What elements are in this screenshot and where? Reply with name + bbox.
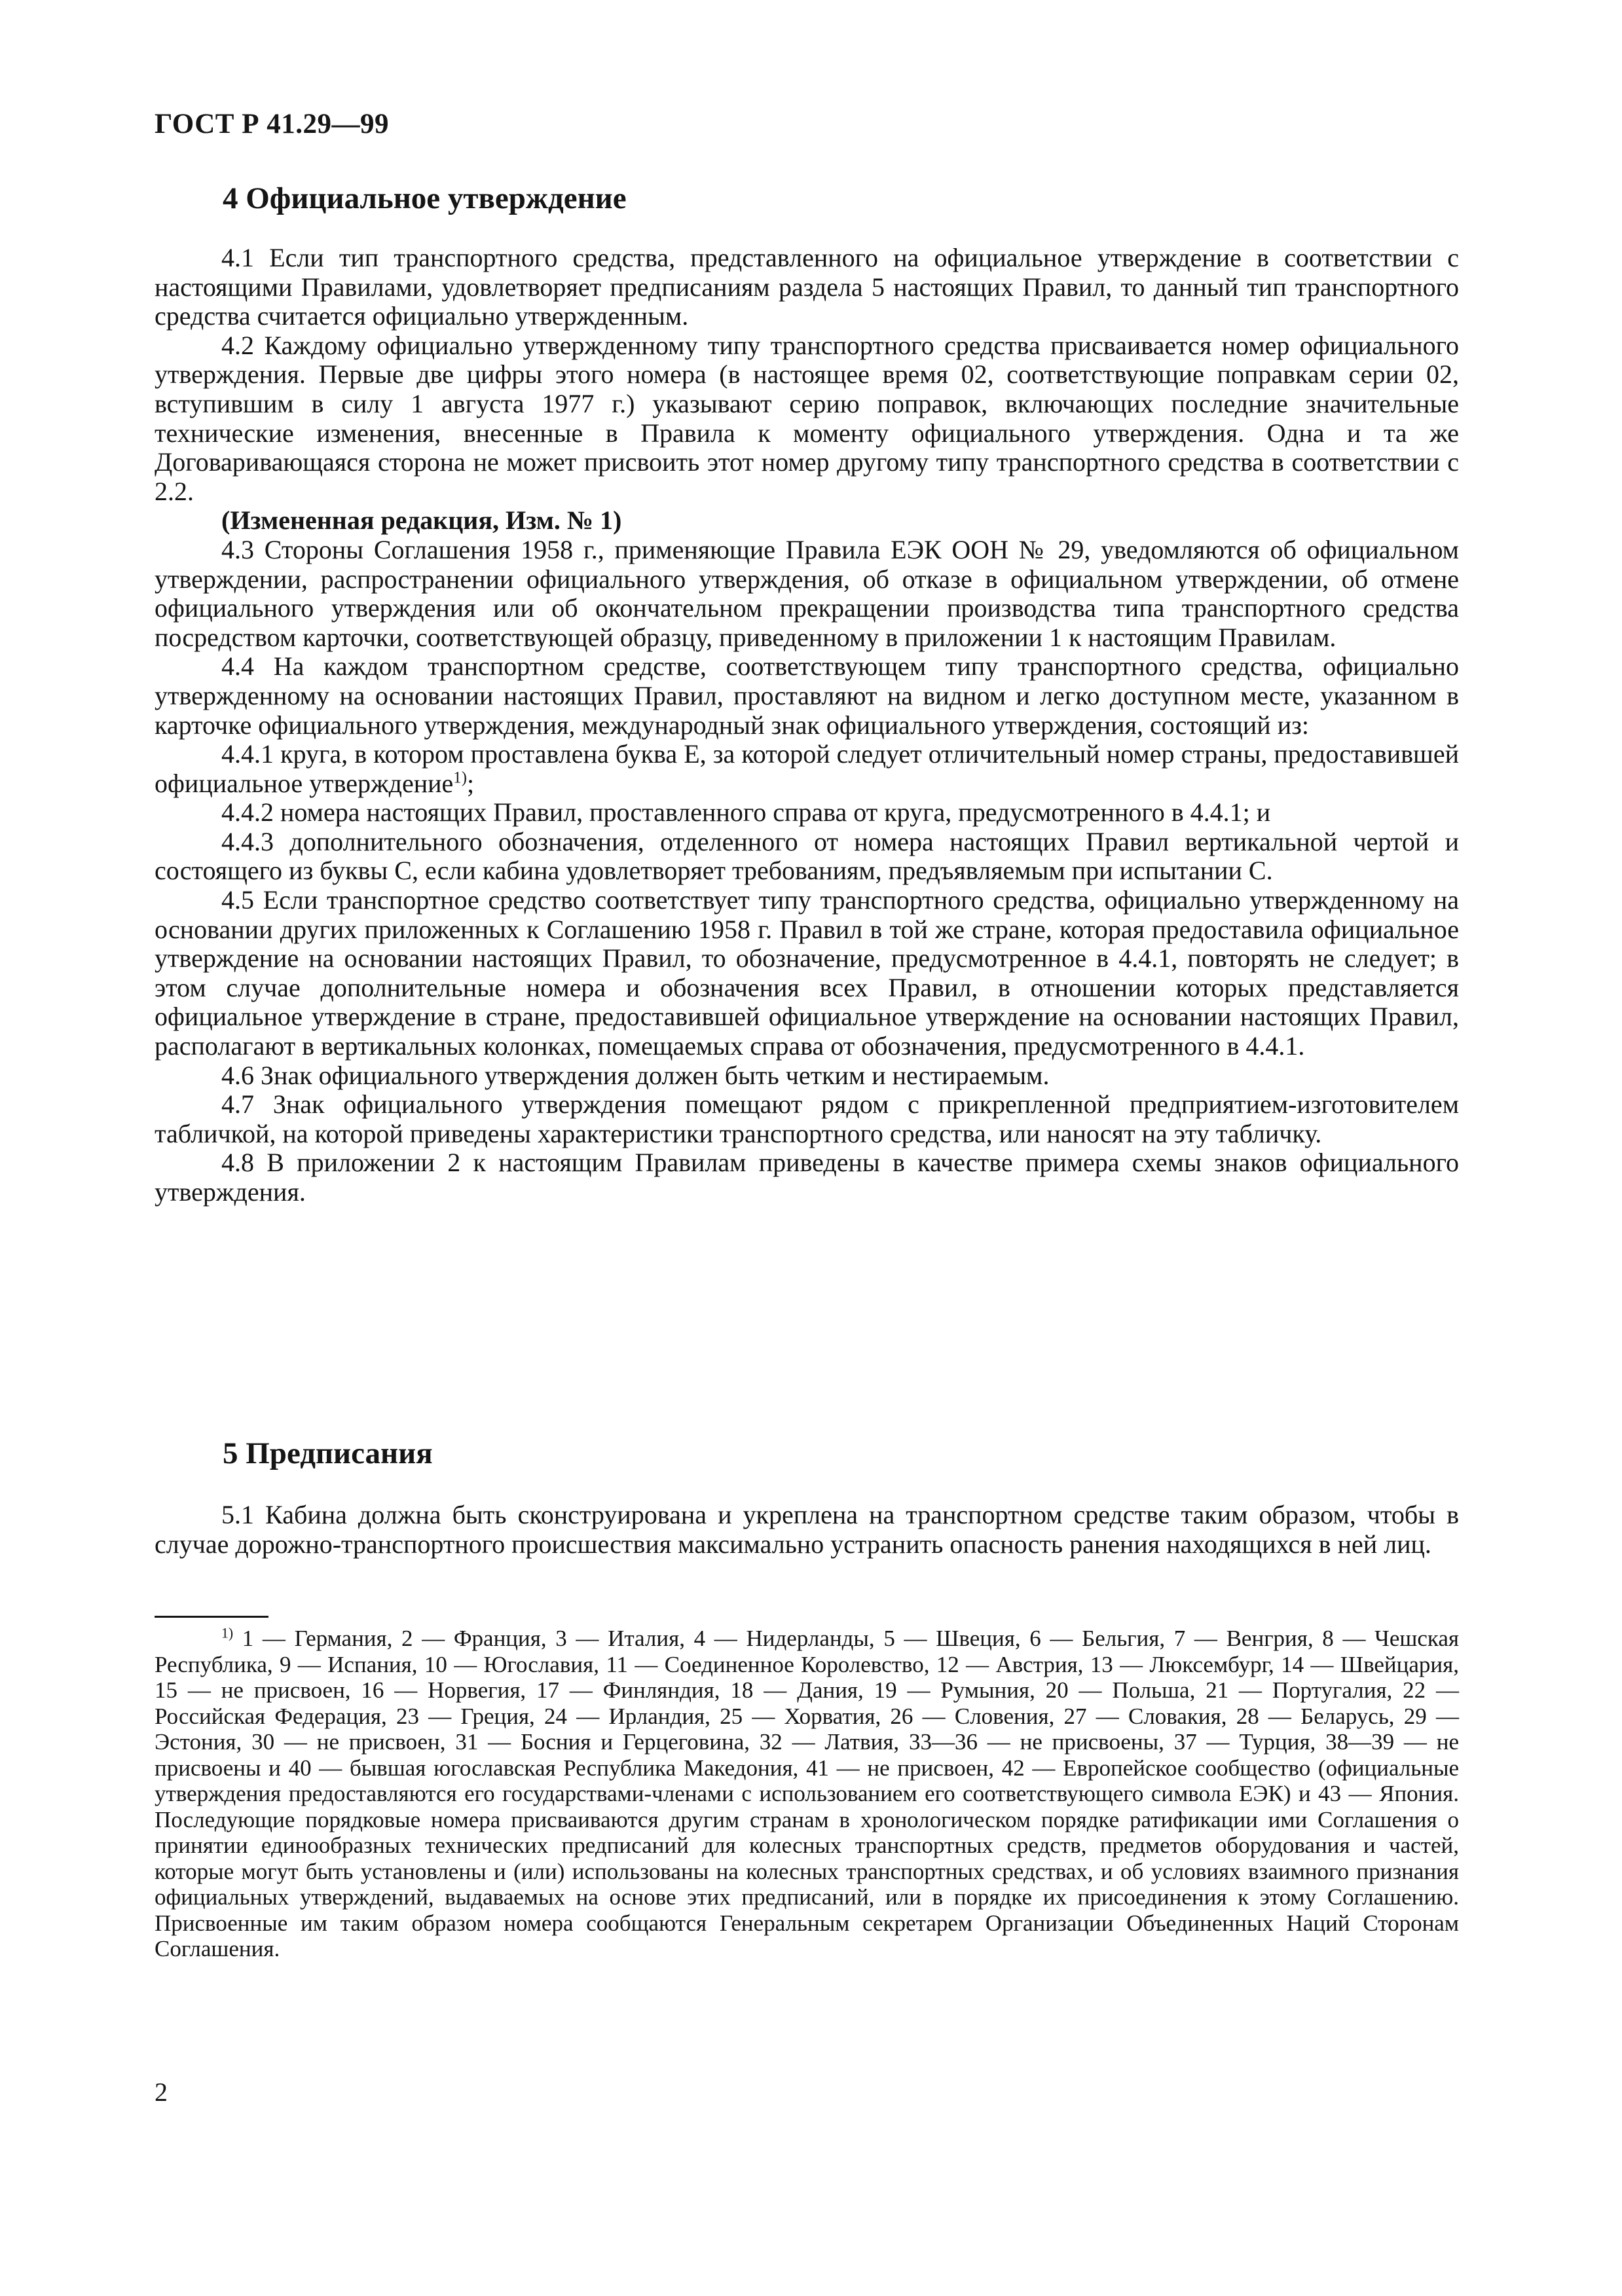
paragraph-5-1: 5.1 Кабина должна быть сконструирована и укреплена на транспортном средстве таким образом, чтобы в случае дорожно-транспортного происшествия максимально устранить опасность ранения находящихся в ней лиц. (155, 1500, 1459, 1559)
footnote-reference-tail: ; (466, 768, 475, 798)
footnote-text: 1 — Германия, 2 — Франция, 3 — Италия, 4 — Нидерланды, 5 — Швеция, 6 — Бельгия, 7 — Венгрия, 8 — Чешская Республика, 9 — Испания, 10 — Югославия, 11 — Соединенное Королевство, 12 — Австрия, 13 — Люксембург, 14 — Швейцария, 15 — не присвоен, 16 — Норвегия, 17 — Финляндия, 18 — Дания, 19 — Румыния, 20 — Польша, 21 — Португалия, 22 — Российская Федерация, 23 — Греция, 24 — Ирландия, 25 — Хорватия, 26 — Словения, 27 — Словакия, 28 — Беларусь, 29 — Эстония, 30 — не присвоен, 31 — Босния и Герцеговина, 32 — Латвия, 33—36 — не присвоены, 37 — Турция, 38—39 — не присвоены и 40 — бывшая югославская Республика Македония, 41 — не присвоен, 42 — Европейское сообщество (официальные утверждения предоставляются его государствами-членами с использованием его соответствующего символа ЕЭК) и 43 — Япония. Последующие порядковые номера присваиваются другим странам в хронологическом порядке ратификации ими Соглашения о принятии единообразных технических предписаний для колесных транспортных средств, предметов оборудования и частей, которые могут быть установлены и (или) использованы на колесных транспортных средствах, и об условиях взаимного признания официальных утверждений, выдаваемых на основе этих предписаний, или в порядке их присоединения к этому Соглашению. Присвоенные им таким образом номера сообщаются Генеральным секретарем Организации Объединенных Наций Сторонам Соглашения. (155, 1626, 1459, 1961)
amendment-note: (Измененная редакция, Изм. № 1) (221, 505, 622, 536)
paragraph-4-5: 4.5 Если транспортное средство соответствует типу транспортного средства, официально утвержденному на основании других приложенных к Соглашению 1958 г. Правил в той же стране, которая предоставила официальное утверждение на основании настоящих Правил, то обозначение, предусмотренное в 4.4.1, повторять не следует; в этом случае дополнительные номера и обозначения всех Правил, в отношении которых представляется официальное утверждение в стране, предоставившей официальное утверждение на основании настоящих Правил, располагают в вертикальных колонках, помещаемых справа от обозначения, предусмотренного в 4.4.1. (155, 885, 1459, 1061)
paragraph-4-4-2: 4.4.2 номера настоящих Правил, проставленного справа от круга, предусмотренного в 4.4.1; и (221, 797, 1271, 828)
paragraph-4-4-3: 4.4.3 дополнительного обозначения, отделенного от номера настоящих Правил вертикальной чертой и состоящего из буквы С, если кабина удовлетворяет требованиям, предъявляемым при испытании С. (155, 826, 1459, 886)
paragraph-4-4: 4.4 На каждом транспортном средстве, соответствующем типу транспортного средства, официально утвержденному на основании настоящих Правил, проставляют на видном и легко доступном месте, указанном в карточке официального утверждения, международный знак официального утверждения, состоящий из: (155, 651, 1459, 740)
paragraph-4-3: 4.3 Стороны Соглашения 1958 г., применяющие Правила ЕЭК ООН № 29, уведомляются об официальном утверждении, распространении официального утверждения, об отказе в официальном утверждении, об отмене официального утверждения или об окончательном прекращении производства типа транспортного средства посредством карточки, соответствующей образцу, приведенному в приложении 1 к настоящим Правилам. (155, 534, 1459, 652)
footnote-reference: 1) (453, 769, 467, 787)
section-5-body (155, 1501, 1459, 1559)
section-4-body (155, 244, 1459, 1207)
section-5-title: 5 Предписания (223, 1436, 433, 1470)
page-number: 2 (155, 2077, 168, 2107)
footnote-divider (155, 1616, 268, 1618)
paragraph-4-2: 4.2 Каждому официально утвержденному типу транспортного средства присваивается номер официального утверждения. Первые две цифры этого номера (в настоящее время 02, соответствующие поправкам серии 02, вступившим в силу 1 августа 1977 г.) указывают серию поправок, включающих последние значительные технические изменения, внесенные в Правила к моменту официального утверждения. Одна и та же Договаривающаяся сторона не может присвоить этот номер другому типу транспортного средства в соответствии с 2.2. (155, 330, 1459, 506)
paragraph-4-4-1 (155, 740, 1459, 798)
document-header: ГОСТ Р 41.29—99 (155, 109, 390, 139)
paragraph-4-1: 4.1 Если тип транспортного средства, представленного на официальное утверждение в соответствии с настоящими Правилами, удовлетворяет предписаниям раздела 5 настоящих Правил, то данный тип транспортного средства считается официально утвержденным. (155, 243, 1459, 331)
paragraph-4-4-1-text: 4.4.1 круга, в котором проставлена буква Е, за которой следует отличительный номер страны, предоставившей официальное утверждение (155, 739, 1459, 798)
footnote-marker: 1) (221, 1625, 234, 1641)
paragraph-4-7: 4.7 Знак официального утверждения помещают рядом с прикрепленной предприятием-изготовителем табличкой, на которой приведены характеристики транспортного средства, или наносят на эту табличку. (155, 1089, 1459, 1148)
paragraph-4-6: 4.6 Знак официального утверждения должен быть четким и нестираемым. (221, 1060, 1050, 1090)
section-4-title: 4 Официальное утверждение (223, 181, 627, 215)
footnote (155, 1626, 1459, 1962)
paragraph-4-8: 4.8 В приложении 2 к настоящим Правилам приведены в качестве примера схемы знаков официального утверждения. (155, 1148, 1459, 1207)
